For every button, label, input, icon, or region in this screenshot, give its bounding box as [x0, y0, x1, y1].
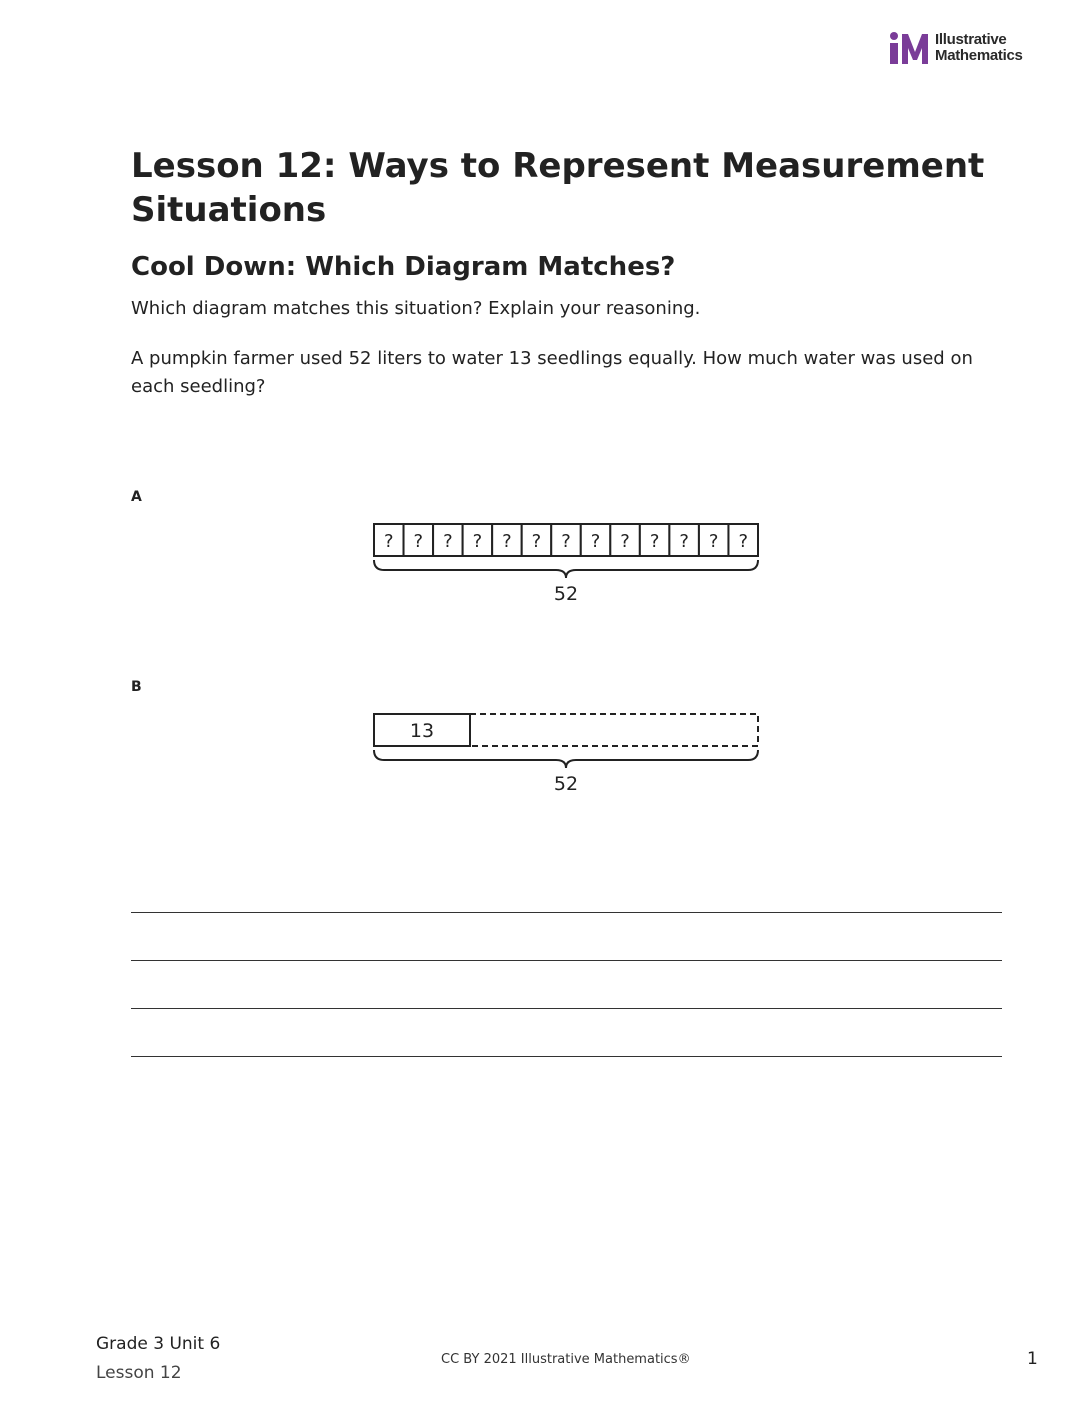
diagram-a-cell-label: ? [590, 531, 601, 552]
logo-line-2: Mathematics [935, 47, 1023, 64]
diagram-a-total: 52 [553, 583, 579, 605]
diagram-a-label: A [131, 489, 142, 505]
answer-line-1[interactable] [131, 912, 1002, 913]
diagram-a-cells [374, 524, 758, 556]
diagram-b-brace [374, 750, 758, 768]
situation-text: A pumpkin farmer used 52 liters to water 13 seedlings equally. How much water was used on each seedling? [131, 348, 973, 397]
im-logo-icon [888, 32, 930, 66]
logo-wordmark [935, 32, 1023, 64]
answer-line-4[interactable] [131, 1056, 1002, 1057]
diagram-a-cell-label: ? [620, 531, 630, 552]
diagram-a-cell-label: ? [679, 531, 689, 552]
diagram-a-cell-label: ? [472, 531, 483, 552]
diagram-a-cell-label: ? [531, 531, 542, 552]
footer-lesson: Lesson 12 [96, 1363, 182, 1383]
diagram-b-label: B [131, 679, 142, 695]
footer-grade-unit: Grade 3 Unit 6 [96, 1334, 221, 1354]
illustrative-mathematics-logo [888, 32, 1048, 66]
diagram-a-cell-label: ? [708, 531, 719, 552]
diagram-a-brace [374, 560, 758, 578]
diagram-a-cell-label: ? [502, 531, 512, 552]
diagram-a-cell-label: ? [649, 531, 660, 552]
diagram-a-cell-label: ? [561, 531, 571, 552]
diagram-b-dashed-remainder [470, 714, 758, 746]
diagram-a-cell-label: ? [413, 531, 424, 552]
diagram-a-cell-label: ? [383, 531, 394, 552]
diagram-b-total: 52 [553, 773, 579, 795]
diagram-a [364, 516, 774, 611]
logo-line-1: Illustrative [935, 31, 1007, 48]
diagram-b [364, 706, 774, 801]
cooldown-title: Cool Down: Which Diagram Matches? [131, 252, 676, 282]
lesson-title: Lesson 12: Ways to Represent Measurement Situations [131, 146, 985, 230]
diagram-a-cell-label: ? [738, 531, 749, 552]
diagram-a-cell-label: ? [443, 531, 453, 552]
diagram-b-known-value: 13 [409, 720, 435, 742]
answer-line-3[interactable] [131, 1008, 1002, 1009]
answer-line-2[interactable] [131, 960, 1002, 961]
question-prompt: Which diagram matches this situation? Explain your reasoning. [131, 298, 701, 319]
page-number: 1 [1027, 1349, 1038, 1369]
footer-copyright: CC BY 2021 Illustrative Mathematics® [441, 1352, 691, 1367]
